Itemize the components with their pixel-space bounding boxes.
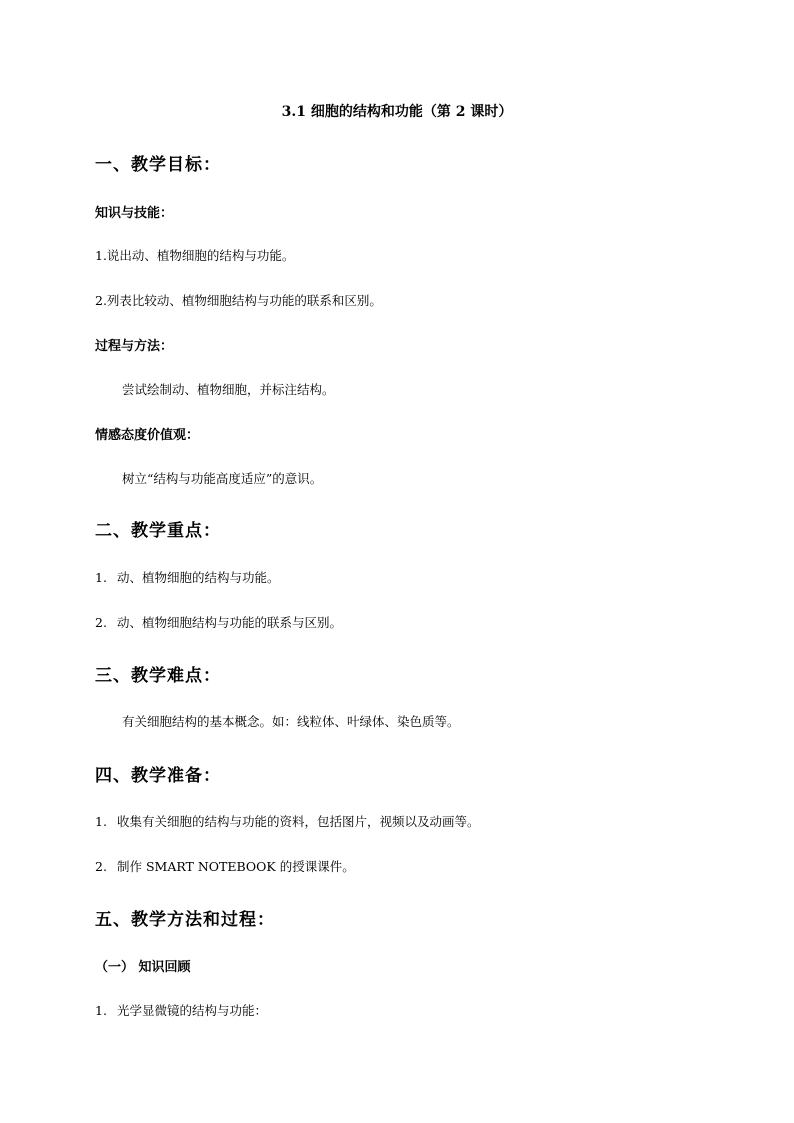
list-item — [95, 568, 280, 586]
subheading-knowledge-skills: 知识与技能： — [95, 206, 174, 221]
emotion-text: 树立“结构与功能高度适应”的意识。 — [122, 471, 323, 486]
list-item — [95, 613, 342, 631]
list-text: 动、植物细胞结构与功能的联系与区别。 — [117, 615, 343, 630]
list-item — [95, 1001, 267, 1019]
section-heading-difficulties: 三、教学难点： — [95, 666, 221, 686]
list-text: 光学显微镜的结构与功能： — [117, 1003, 268, 1018]
objective-item-1: 1.说出动、植物细胞的结构与功能。 — [95, 248, 295, 263]
list-text: 制作 SMART NOTEBOOK 的授课课件。 — [117, 859, 355, 874]
list-number: 1. — [95, 814, 107, 829]
list-number: 2. — [95, 615, 107, 630]
subheading-knowledge-review: （一） 知识回顾 — [95, 960, 191, 975]
document-title: 3.1 细胞的结构和功能（第 2 课时） — [281, 104, 513, 120]
list-number: 1. — [95, 570, 107, 585]
list-item — [95, 812, 480, 830]
process-text: 尝试绘制动、植物细胞，并标注结构。 — [122, 382, 335, 397]
list-number: 1. — [95, 1003, 107, 1018]
list-text: 动、植物细胞的结构与功能。 — [117, 570, 280, 585]
section-heading-objectives: 一、教学目标： — [95, 155, 221, 175]
subheading-process-methods: 过程与方法： — [95, 339, 174, 354]
section-heading-key-points: 二、教学重点： — [95, 521, 221, 541]
objective-item-2: 2.列表比较动、植物细胞结构与功能的联系和区别。 — [95, 293, 382, 308]
list-item — [95, 857, 355, 875]
section-heading-methods-process: 五、教学方法和过程： — [95, 910, 275, 930]
difficulties-text: 有关细胞结构的基本概念。如：线粒体、叶绿体、染色质等。 — [122, 714, 460, 729]
subheading-emotion-values: 情感态度价值观： — [95, 428, 200, 443]
list-text: 收集有关细胞的结构与功能的资料，包括图片，视频以及动画等。 — [117, 814, 480, 829]
section-heading-preparation: 四、教学准备： — [95, 766, 221, 786]
list-number: 2. — [95, 859, 107, 874]
